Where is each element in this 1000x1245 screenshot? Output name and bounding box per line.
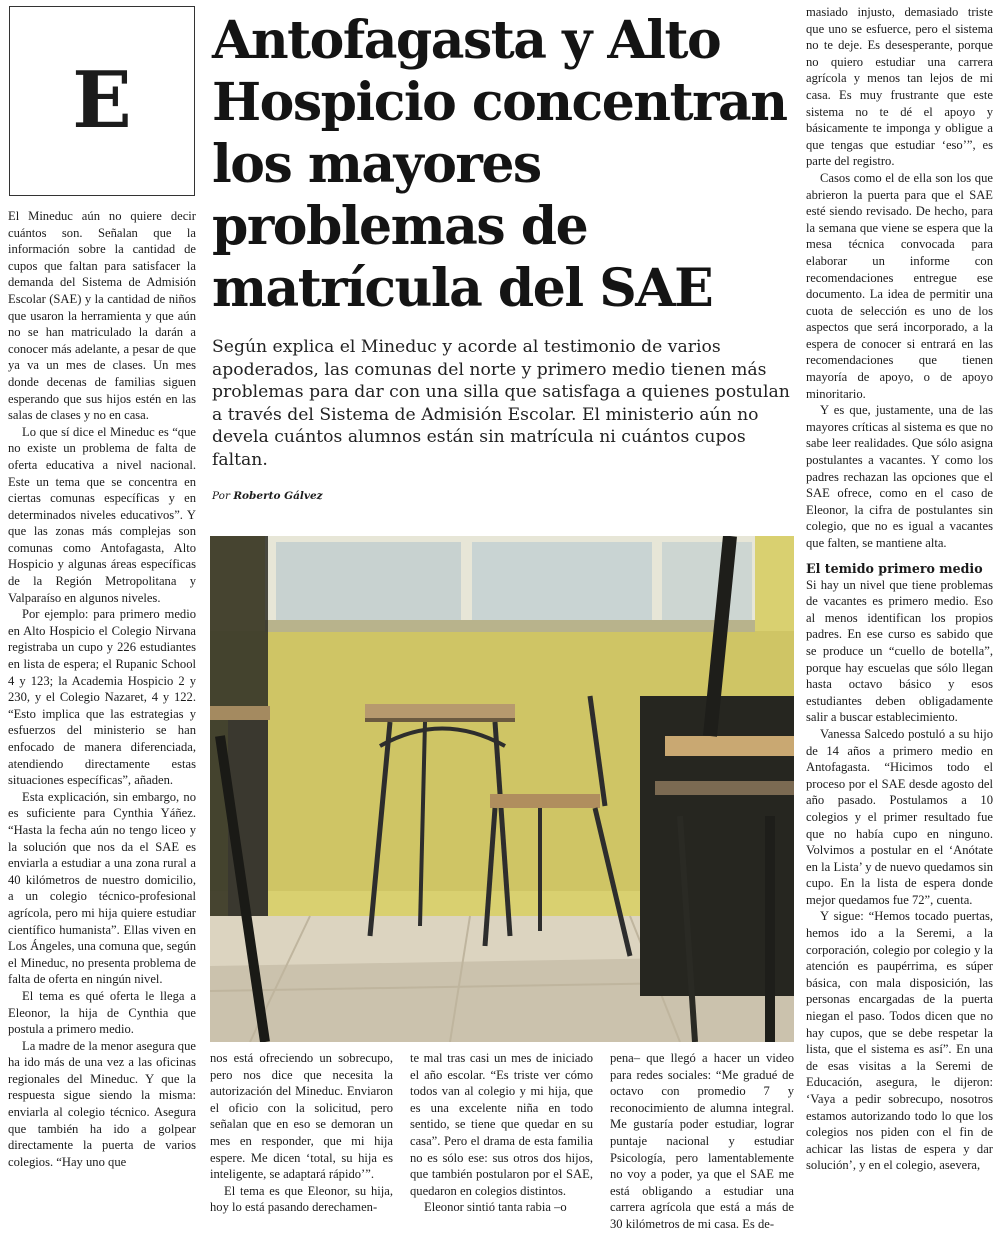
paragraph: pena– que llegó a hacer un video para redes sociales: “Me gradué de octavo con promedio 7 y reconocimiento de alumna integral. Me gustaría poder estudiar, lograr puntaje nacional y estudiar Psicología, pero lamentablemente no voy a poder, ya que el SAE me está obligando a estudiar una carrera agrícola que está a más de 30 kilómetros de mi casa. Es de- (610, 1051, 794, 1231)
paragraph: Casos como el de ella son los que abrieron la puerta para que el SAE esté siendo revisado. De hecho, para la semana que viene se espera que la mesa técnica convocada para elaborar un informe con recomendaciones entregue ese documento. La idea de permitir una cuota de selección es uno de los aspectos que será incorporado, a la espera de conocer si entrará en las recomendaciones que tienen mayoría de apoyo, o de apoyo minoritario. (806, 170, 993, 401)
column-3 (410, 1050, 593, 1216)
dek: Según explica el Mineduc y acorde al testimonio de varios apoderados, las comunas del norte y primero medio tienen más problemas para dar con una silla que satisfaga a quienes postulan a través del Sistema de Admisión Escolar. El ministerio aún no devela cuántos alumnos están sin matrícula ni cuántos cupos faltan. (212, 337, 790, 470)
column-5 (806, 4, 993, 1174)
article-photo (210, 536, 794, 1042)
column-1 (8, 208, 196, 1170)
column-2 (210, 1050, 393, 1216)
paragraph: nos está ofreciendo un sobrecupo, pero nos dice que necesita la autorización del Mineduc. Enviaron el oficio con la solicitud, pero señalan que en eso se demoran un mes en responder, que mi hija espere. Me dicen ‘total, su hija es inteligente, se adaptará rápido’”. (210, 1051, 393, 1182)
paragraph: Si hay un nivel que tiene problemas de vacantes es primero medio. Eso al menos identifican los propios padres. En ese curso es sabido que se produce un “cuello de botella”, porque hay escuelas que sólo llegan hasta octavo básico y esos estudiantes deben obligadamente salir a buscar establecimiento. (806, 577, 993, 725)
paragraph: Esta explicación, sin embargo, no es suficiente para Cynthia Yáñez. “Hasta la fecha aún no tengo liceo y la solución que nos da el SAE es enviarla a estudiar a una zona rural a 40 kilómetros de nuestro domicilio, a un colegio técnico-profesional agrícola, pero mi hija quiere estudiar científico humanista”. Ellas viven en Los Ángeles, una comuna que, según el Mineduc, no presenta problema de falta de oferta en ningún nivel. (8, 789, 196, 987)
paragraph: El Mineduc aún no quiere decir cuántos son. Señalan que la información sobre la cantidad de cupos que faltan para satisfacer la demanda del Sistema de Admisión Escolar (SAE) y la cantidad de niños que usaron la herramienta y que aún no se han matriculado la darán a conocer más adelante, a pesar de que ya va un mes de clases. Un mes donde decenas de familias siguen esperando que sus hijos estén en las salas de clases y no en casa. (8, 209, 196, 423)
subheading: El temido primero medio (806, 560, 983, 576)
paragraph: Lo que sí dice el Mineduc es “que no existe un problema de falta de oferta educativa a nivel nacional. Este un tema que se concentra en ciertas comunas específicas y en determinados niveles educativos”. Y que las zonas más complejas son comunas como Antofagasta, Alto Hospicio y algunas áreas específicas de la Región Metropolitana y Valparaíso en algunos niveles. (8, 424, 196, 605)
paragraph: El tema es qué oferta le llega a Eleonor, la hija de Cynthia que postula a primero medio. (8, 988, 196, 1037)
byline-author: Roberto Gálvez (233, 490, 323, 502)
paragraph: El tema es que Eleonor, su hija, hoy lo está pasando derechamen- (210, 1183, 393, 1215)
paragraph: Y es que, justamente, una de las mayores críticas al sistema es que no sabe leer realidades. Que sólo asigna postulantes a vacantes. Y como los padres rechazan las opciones que el SAE ofrece, como en el caso de Eleonor, la cifra de postulantes sin colegio, que no es igual a vacantes que falten, se mantiene alta. (806, 403, 993, 550)
paragraph: Por ejemplo: para primero medio en Alto Hospicio el Colegio Nirvana registraba un cupo y 226 estudiantes en lista de espera; el Rupanic School 4 y 123; la Academia Hospicio 2 y 230, y el Colegio Nazaret, 4 y 122. “Esto implica que las estrategias y esfuerzos del ministerio se han enfocado de manera diferenciada, atendiendo directamente estas situaciones específicas”, añaden. (8, 607, 196, 788)
paragraph: Eleonor sintió tanta rabia –o (424, 1200, 567, 1215)
paragraph: masiado injusto, demasiado triste que uno se esfuerce, pero el sistema no te deje. Es desesperante, porque no quiero estudiar una carrera agrícola y menos tan lejos de mi casa. Es muy frustrante que este sistema no te dé el apoyo y básicamente te imponga y obligue a que tengas que estudiar ‘eso’”, es parte del registro. (806, 5, 993, 169)
column-4 (610, 1050, 794, 1233)
paragraph: La madre de la menor asegura que ha ido más de una vez a las oficinas regionales del Mineduc. Y que la respuesta sigue siendo la misma: enviarla al colegio técnico. Asegura que también ha ido a golpear directamente la puerta de varios colegios. “Hay uno que (8, 1038, 196, 1169)
section-letter: E (72, 55, 132, 146)
classroom-photo-illustration (210, 536, 794, 1042)
byline (212, 490, 323, 502)
headline: Antofagasta y Alto Hospicio concentran los mayores problemas de matrícula del SAE (212, 10, 787, 319)
section-letter-box (9, 6, 195, 196)
paragraph: Y sigue: “Hemos tocado puertas, hemos ido a la Seremi, a la corporación, colegio por colegio y la atención es paupérrima, es súper básica, con mala disposición, las personas encargadas de la puerta niegan el paso. Todos dicen que no hay cupos, que se debe respetar la lista, que el sistema es así”. En una de esas visitas a la Seremi de Educación, asegura, le dijeron: ‘Vaya a pedir sobrecupo, nosotros estamos autorizando todo lo que los colegios nos piden con el fin de achicar las listas de espera y dar solución’, y en el colegio, asevera, (806, 909, 993, 1173)
byline-prefix: Por (212, 490, 230, 502)
paragraph: te mal tras casi un mes de iniciado el año escolar. “Es triste ver cómo todos van al colegio y mi hija, que es una excelente niña en todo sentido, se tiene que quedar en su casa”. Pero el drama de esta familia no es sólo ese: sus otros dos hijos, que también postularon por el SAE, quedaron en colegios distintos. (410, 1051, 593, 1198)
paragraph: Vanessa Salcedo postuló a su hijo de 14 años a primero medio en Antofagasta. “Hicimos todo el proceso por el SAE desde agosto del año pasado. Postulamos a 10 colegios y el primer resultado fue que no había cupo en ninguno. Volvimos a postular en el ‘Anótate en la Lista’ y de nuevo quedamos sin cupo. En la lista de espera donde mejor quedamos fue 72”, cuenta. (806, 726, 993, 907)
